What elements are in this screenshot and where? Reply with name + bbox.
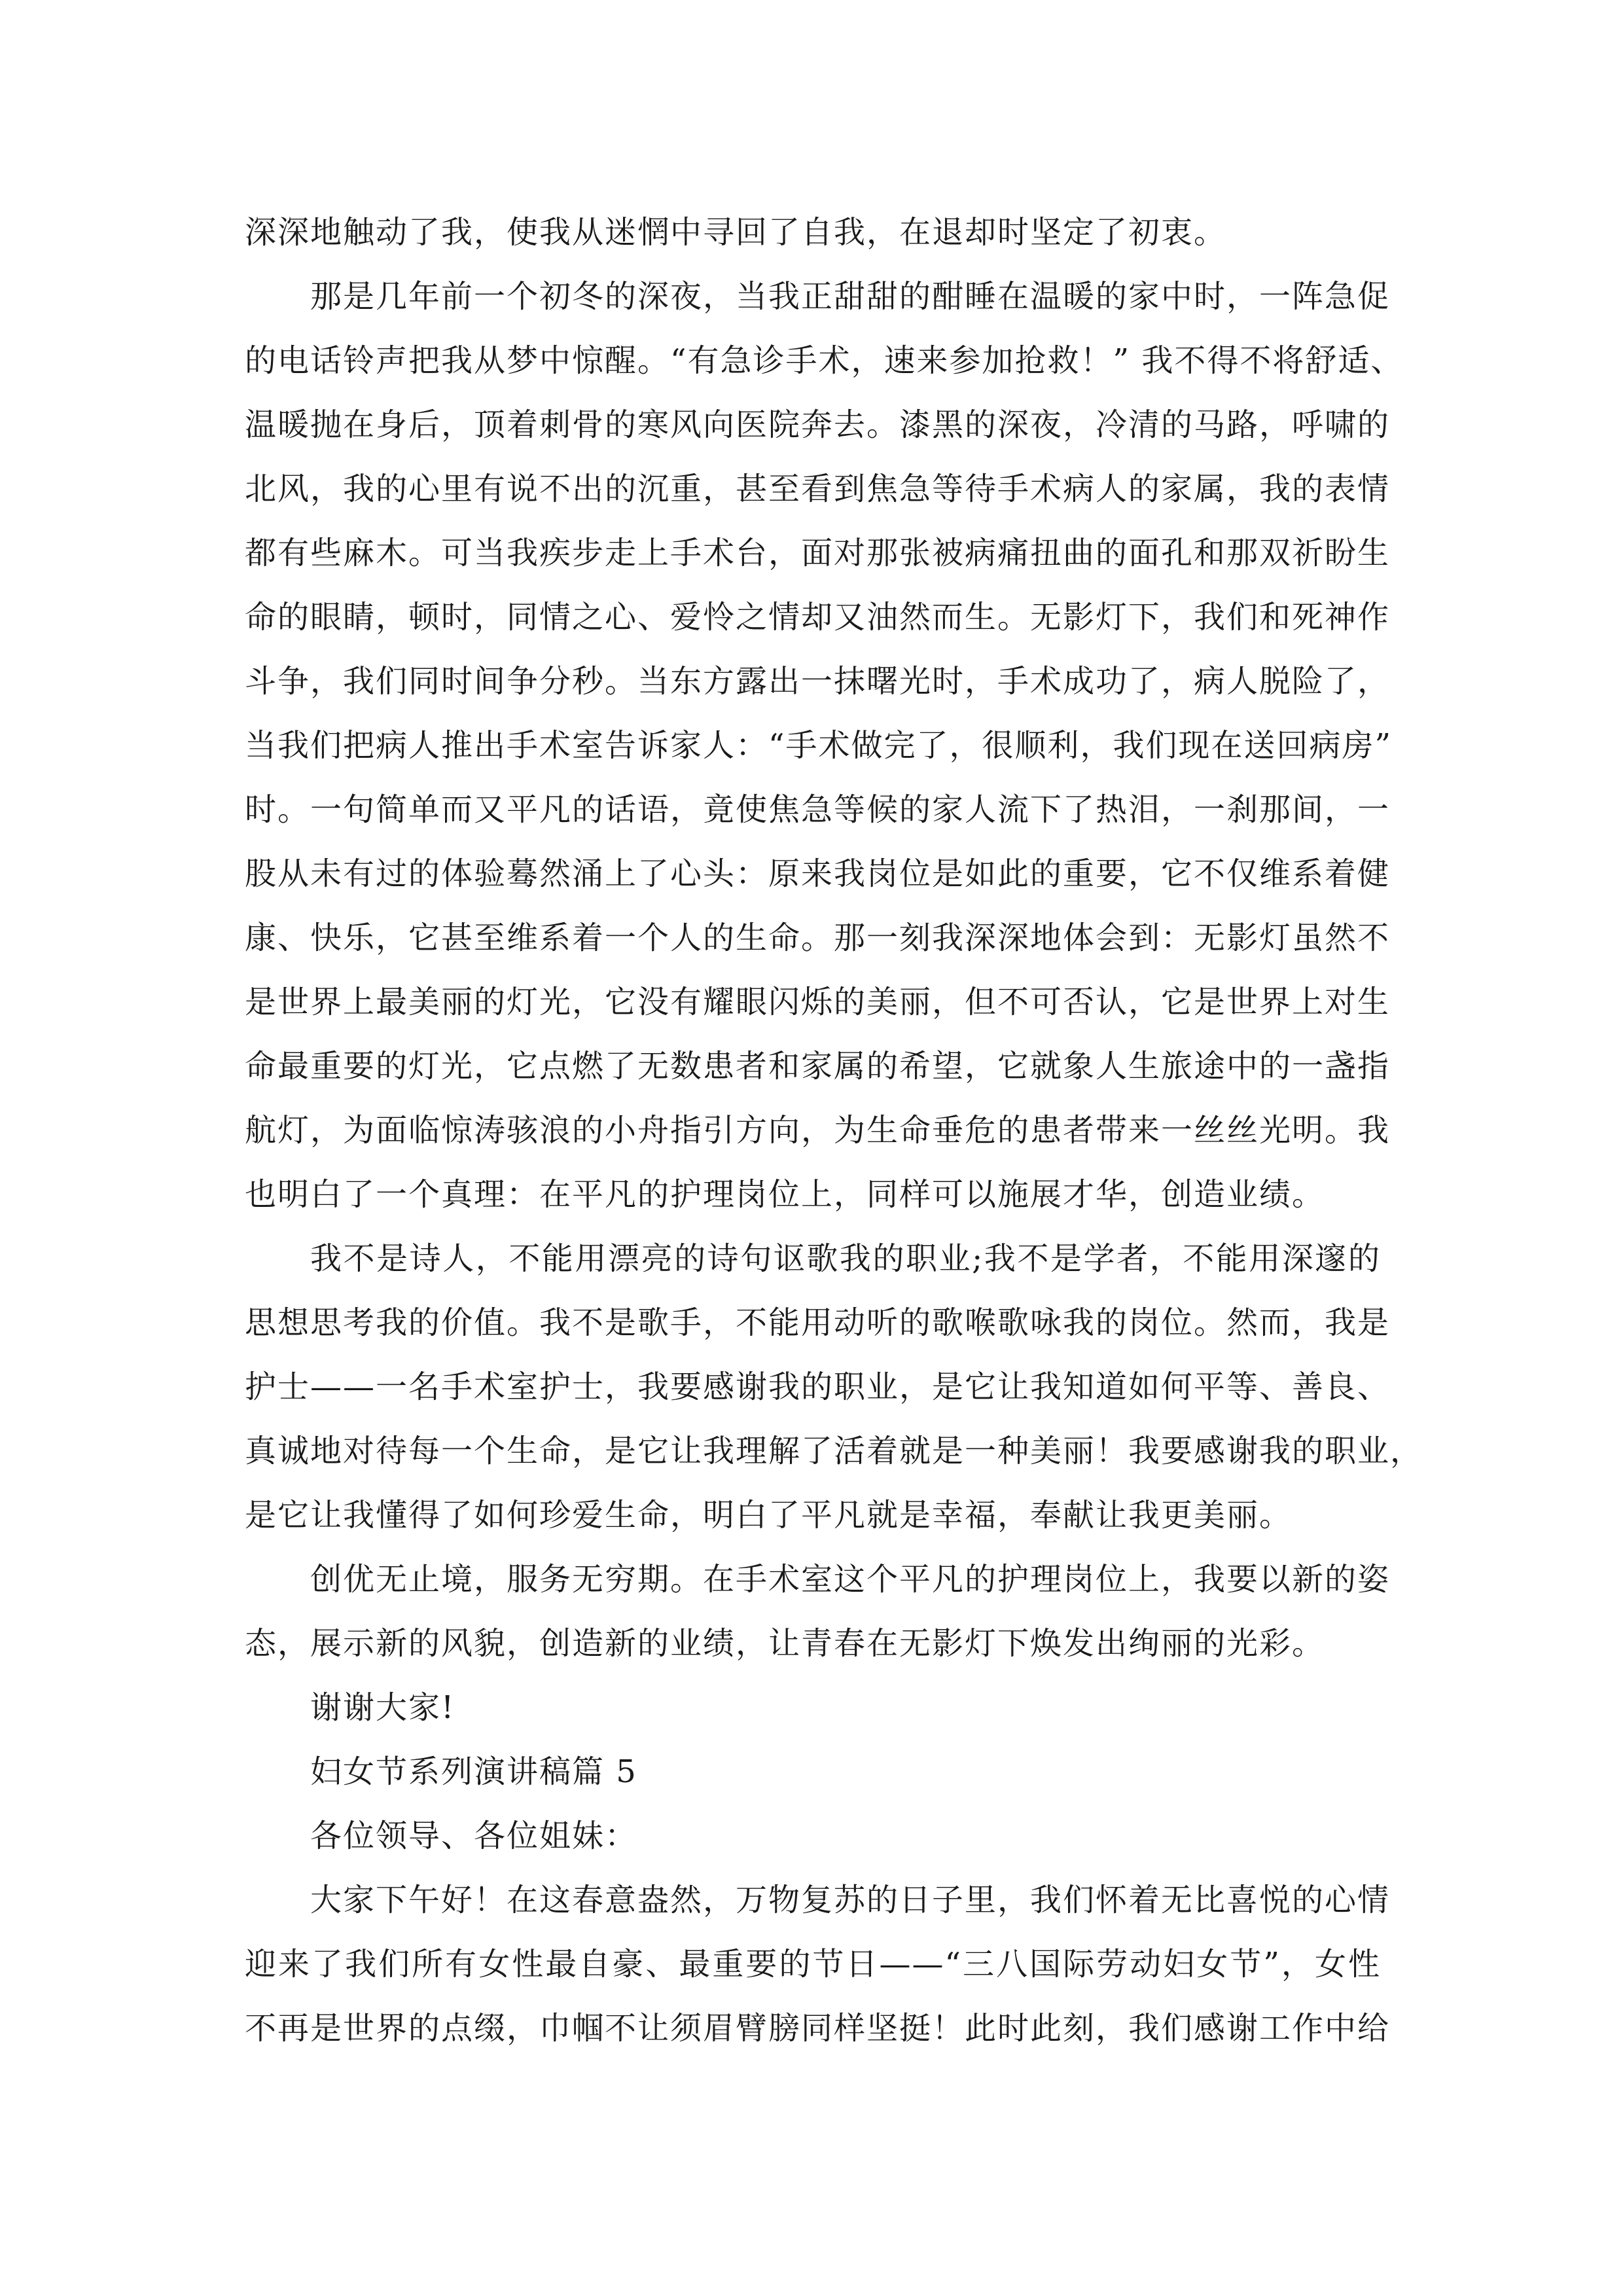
text-line: 命的眼睛，顿时，同情之心、爱怜之情却又油然而生。无影灯下，我们和死神作 bbox=[245, 599, 1391, 636]
text-line: 斗争，我们同时间争分秒。当东方露出一抹曙光时，手术成功了，病人脱险了， bbox=[245, 663, 1391, 700]
body-text bbox=[245, 200, 1423, 2060]
text-line: 护士——一名手术室护士，我要感谢我的职业，是它让我知道如何平等、善良、 bbox=[245, 1369, 1391, 1405]
text-line: 我不是诗人，不能用漂亮的诗句讴歌我的职业;我不是学者，不能用深邃的 bbox=[310, 1240, 1381, 1277]
text-line: 北风，我的心里有说不出的沉重，甚至看到焦急等待手术病人的家属，我的表情 bbox=[245, 471, 1391, 507]
text-line: 迎来了我们所有女性最自豪、最重要的节日——“三八国际劳动妇女节”，女性 bbox=[245, 1946, 1381, 1982]
text-line: 大家下午好！在这春意盎然，万物复苏的日子里，我们怀着无比喜悦的心情 bbox=[310, 1882, 1391, 1918]
text-line: 真诚地对待每一个生命，是它让我理解了活着就是一种美丽！我要感谢我的职业， bbox=[245, 1433, 1423, 1469]
text-line: 态，展示新的风貌，创造新的业绩，让青春在无影灯下焕发出绚丽的光彩。 bbox=[245, 1625, 1325, 1662]
text-line: 当我们把病人推出手术室告诉家人：“手术做完了，很顺利，我们现在送回病房” bbox=[245, 727, 1393, 764]
text-line: 不再是世界的点缀，巾帼不让须眉臂膀同样坚挺！此时此刻，我们感谢工作中给 bbox=[245, 2010, 1391, 2047]
text-line: 的电话铃声把我从梦中惊醒。“有急诊手术，速来参加抢救！” 我不得不将舒适、 bbox=[245, 342, 1404, 379]
text-line: 谢谢大家! bbox=[310, 1689, 455, 1726]
text-line: 是世界上最美丽的灯光，它没有耀眼闪烁的美丽，但不可否认，它是世界上对生 bbox=[245, 984, 1391, 1020]
text-line: 妇女节系列演讲稿篇 5 bbox=[310, 1753, 637, 1790]
text-line: 康、快乐，它甚至维系着一个人的生命。那一刻我深深地体会到：无影灯虽然不 bbox=[245, 920, 1391, 956]
text-line: 航灯，为面临惊涛骇浪的小舟指引方向，为生命垂危的患者带来一丝丝光明。我 bbox=[245, 1112, 1391, 1149]
text-line: 也明白了一个真理：在平凡的护理岗位上，同样可以施展才华，创造业绩。 bbox=[245, 1176, 1325, 1213]
text-line: 时。一句简单而又平凡的话语，竟使焦急等候的家人流下了热泪，一刹那间，一 bbox=[245, 791, 1391, 828]
text-line: 命最重要的灯光，它点燃了无数患者和家属的希望，它就象人生旅途中的一盏指 bbox=[245, 1048, 1391, 1085]
text-line: 创优无止境，服务无穷期。在手术室这个平凡的护理岗位上，我要以新的姿 bbox=[310, 1561, 1391, 1598]
text-line: 思想思考我的价值。我不是歌手，不能用动听的歌喉歌咏我的岗位。然而，我是 bbox=[245, 1304, 1391, 1341]
text-line: 各位领导、各位姐妹： bbox=[310, 1818, 638, 1854]
text-line: 温暖抛在身后，顶着刺骨的寒风向医院奔去。漆黑的深夜，冷清的马路，呼啸的 bbox=[245, 406, 1391, 443]
text-line: 股从未有过的体验蓦然涌上了心头：原来我岗位是如此的重要，它不仅维系着健 bbox=[245, 855, 1391, 892]
text-line: 都有些麻木。可当我疾步走上手术台，面对那张被病痛扭曲的面孔和那双祈盼生 bbox=[245, 535, 1391, 571]
text-line: 是它让我懂得了如何珍爱生命，明白了平凡就是幸福，奉献让我更美丽。 bbox=[245, 1497, 1293, 1534]
text-line: 深深地触动了我，使我从迷惘中寻回了自我，在退却时坚定了初衷。 bbox=[245, 214, 1227, 251]
text-line: 那是几年前一个初冬的深夜，当我正甜甜的酣睡在温暖的家中时，一阵急促 bbox=[310, 278, 1391, 315]
